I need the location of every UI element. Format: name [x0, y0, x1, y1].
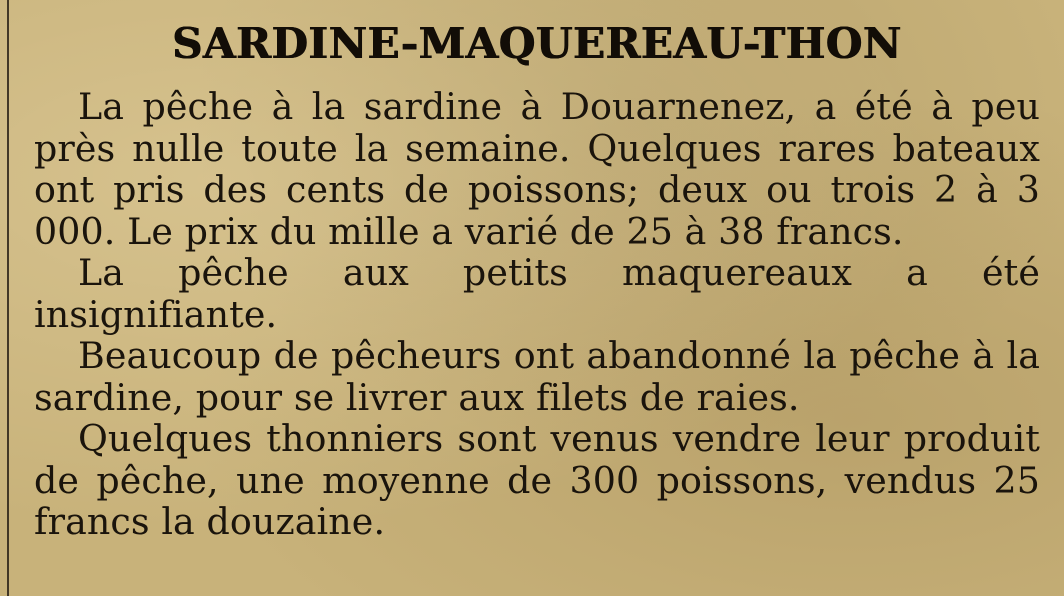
article-paragraph: [34, 252, 1040, 335]
article-paragraph: [34, 335, 1040, 418]
article-paragraph: [34, 86, 1040, 252]
article-headline: SARDINE-MAQUEREAU-THON: [172, 19, 902, 68]
paragraph-text: Quelques thonniers sont venus vendre leur produit de pêche, une moyenne de 300 poissons, vendus 25 francs la douzaine.: [34, 417, 1040, 543]
article-paragraph: [34, 418, 1040, 543]
article: [34, 14, 1040, 543]
column-rule: [7, 0, 9, 596]
paragraph-text: La pêche à la sardine à Douarnenez, a été à peu près nulle toute la semaine. Quelques rares bateaux ont pris des cents de poissons; deux ou trois 2 à 3 000. Le prix du mille a varié de 25 à 38 francs.: [34, 85, 1040, 253]
paragraph-text: Beaucoup de pêcheurs ont abandonné la pêche à la sardine, pour se livrer aux filets de raies.: [34, 334, 1040, 419]
paragraph-text: La pêche aux petits maquereaux a été insignifiante.: [34, 251, 1040, 336]
